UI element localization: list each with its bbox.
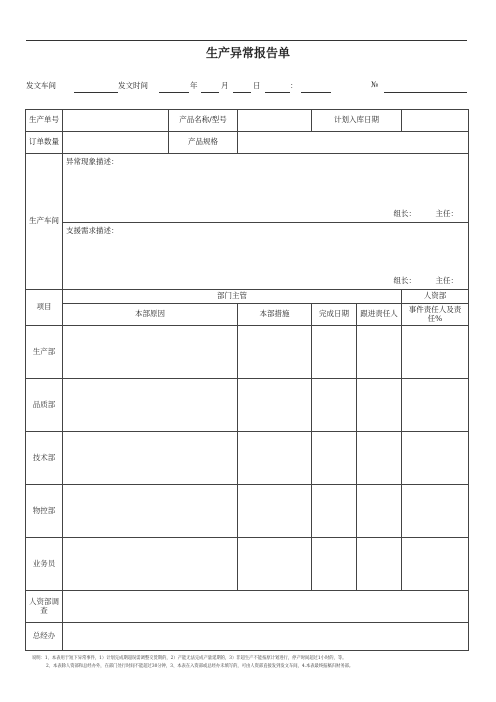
abnormal-desc-label: 异常现象描述： [66,157,119,166]
resp-cell[interactable] [402,432,469,485]
support-desc-label: 支援需求描述： [66,226,119,235]
meta-row [26,80,467,94]
send-workshop-label: 发文车间 [26,81,56,90]
cause-cell[interactable] [63,432,238,485]
table-row [26,432,469,485]
dept-label: 生产部 [26,326,63,379]
plan-date-field[interactable] [402,110,469,132]
director-label-1: 主任： [435,209,458,219]
measure-cell[interactable] [238,538,312,591]
follower-cell[interactable] [357,379,402,432]
note-line-1: 说明：1、本表用于短下异常事件，1）计划完成期超误需调整交货期的，2）产能无法完成产量延期的，3）非超生产不能按原计划进行，停产时间超过1小时的，等。 [32,656,347,661]
table-row [26,326,469,379]
done-date-cell[interactable] [312,379,357,432]
follower-cell[interactable] [357,326,402,379]
resp-cell[interactable] [402,326,469,379]
done-date-cell[interactable] [312,538,357,591]
hour-field[interactable] [265,92,290,93]
cause-cell[interactable] [63,379,238,432]
dept-label: 技术部 [26,432,63,485]
report-form [25,109,469,651]
cause-cell[interactable] [63,538,238,591]
number-field[interactable] [384,92,467,93]
follower-cell[interactable] [357,538,402,591]
measure-cell[interactable] [238,326,312,379]
leader-label-2: 组长： [393,276,416,286]
hr-header: 人资部 [402,290,469,304]
director-label-2: 主任： [435,276,458,286]
hr-survey-label: 人资部调查 [26,591,63,623]
cause-cell[interactable] [63,485,238,538]
workshop-label: 生产车间 [26,154,63,290]
measure-header: 本部措施 [238,304,312,326]
support-desc-area[interactable] [63,223,469,290]
product-spec-field[interactable] [238,132,469,154]
measure-cell[interactable] [238,485,312,538]
done-date-header: 完成日期 [312,304,357,326]
year-field[interactable] [159,92,189,93]
top-rule [26,40,467,41]
product-spec-label: 产品规格 [169,132,238,154]
order-qty-label: 订单数量 [26,132,63,154]
measure-cell[interactable] [238,379,312,432]
leader-label-1: 组长： [393,209,416,219]
year-label: 年 [190,81,198,90]
gm-office-field[interactable] [63,623,469,651]
item-header: 项目 [26,290,63,326]
order-no-label: 生产单号 [26,110,63,132]
day-label: 日 [253,81,261,90]
minute-field[interactable] [301,92,331,93]
month-label: 月 [221,81,229,90]
table-row [26,485,469,538]
follower-cell[interactable] [357,432,402,485]
cause-header: 本部原因 [63,304,238,326]
measure-cell[interactable] [238,432,312,485]
month-field[interactable] [201,92,219,93]
abnormal-desc-area[interactable] [63,154,469,223]
done-date-cell[interactable] [312,485,357,538]
send-workshop-field[interactable] [74,92,118,93]
done-date-cell[interactable] [312,432,357,485]
number-label: № [371,80,379,89]
resp-pct-header: 事件责任人及责任% [402,304,469,326]
product-name-label: 产品名称/型号 [169,110,238,132]
notes [32,655,472,671]
resp-cell[interactable] [402,538,469,591]
table-row [26,538,469,591]
dept-label: 业务员 [26,538,63,591]
order-qty-field[interactable] [63,132,169,154]
resp-cell[interactable] [402,485,469,538]
page-title: 生产异常报告单 [205,46,290,60]
follower-header: 跟进责任人 [357,304,402,326]
dept-head-header: 部门主管 [63,290,402,304]
table-row [26,379,469,432]
gm-office-label: 总经办 [26,623,63,651]
time-colon: ： [290,81,298,90]
dept-label: 品质部 [26,379,63,432]
hr-survey-field[interactable] [63,591,469,623]
cause-cell[interactable] [63,326,238,379]
follower-cell[interactable] [357,485,402,538]
dept-label: 物控部 [26,485,63,538]
day-field[interactable] [233,92,251,93]
note-line-2: 2、本表除人资部和总经办外，在部门处行时间不能超过30分钟，3、本表在入资部或总经办未填写的，可由人资部直接发到发文车间，4.本表最终报稿归财务部。 [46,664,354,670]
done-date-cell[interactable] [312,326,357,379]
plan-date-label: 计划入库日期 [312,110,402,132]
product-name-field[interactable] [238,110,312,132]
send-time-label: 发文时间 [118,81,148,90]
resp-cell[interactable] [402,379,469,432]
order-no-field[interactable] [63,110,169,132]
